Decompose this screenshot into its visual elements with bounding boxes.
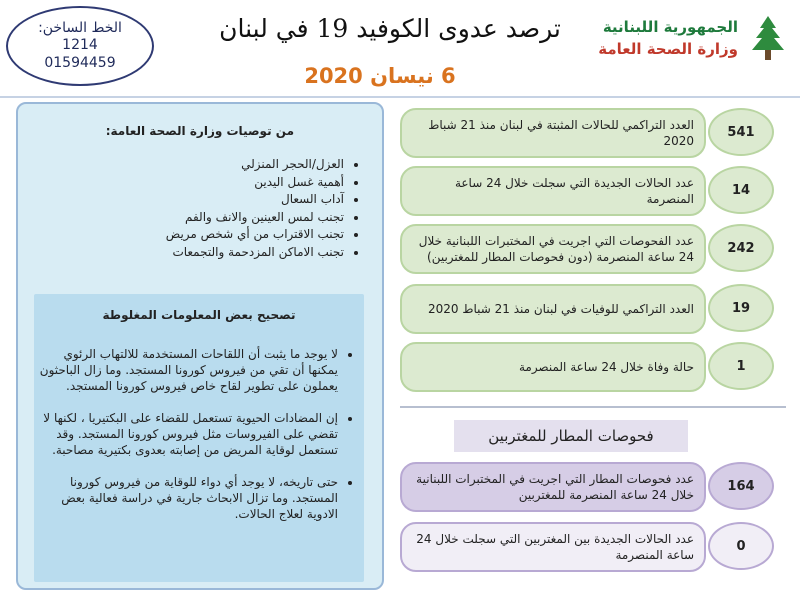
list-item: • تجنب الاماكن المزدحمة والتجمعات: [24, 244, 344, 262]
recommendations-panel: [16, 102, 384, 590]
stat-tests: [400, 224, 706, 274]
report-date: 6 نيسان 2020: [304, 64, 456, 88]
recommendations-title: من توصيات وزارة الصحة العامة:: [105, 124, 294, 138]
stat-label: العدد التراكمي للحالات المثبتة في لبنان منذ 21 شباط 2020: [428, 118, 694, 148]
stat-label: عدد فحوصات المطار التي اجريت في المختبرات اللبنانية خلال 24 ساعة المنصرمة للمغتربين: [416, 472, 694, 502]
section-divider: [400, 406, 786, 408]
page-title: ترصد عدوى الكوفيد 19 في لبنان: [219, 14, 561, 43]
list-item: • إن المضادات الحيوية تستعمل للقضاء على البكتيريا ، لكنها لا تقضي على الفيروسات مثل فيروس كورونا المستجد. وقد تستعمل لوقاية المريض من إصابته بعدوى بكتيرية مصاحبة.: [36, 410, 338, 458]
stat-label: عدد الحالات الجديدة التي سجلت خلال 24 ساعة المنصرمة: [454, 176, 694, 206]
cedar-tree-icon: [746, 14, 790, 62]
list-item: • آداب السعال: [24, 191, 344, 209]
hotline-number-1: 1214: [62, 37, 98, 53]
stat-new-deaths: [400, 342, 706, 392]
ministry-logo-block: [590, 14, 790, 64]
stat-label: العدد التراكمي للوفيات في لبنان منذ 21 شباط 2020: [427, 302, 694, 316]
hotline-number-2: 01594459: [44, 55, 116, 71]
airport-section-title: فحوصات المطار للمغتربين: [454, 420, 688, 452]
stat-cumulative-deaths-value: 19: [708, 284, 774, 332]
stat-cumulative-cases-value: 541: [708, 108, 774, 156]
header-divider: [0, 96, 800, 98]
stat-label: عدد الفحوصات التي اجريت في المختبرات اللبنانية خلال 24 ساعة المنصرمة (دون فحوصات المطار للمغتربين): [418, 234, 694, 264]
list-item: • حتى تاريخه، لا يوجد أي دواء للوقاية من فيروس كورونا المستجد. وما تزال الابحاث جارية في دراسة فعالية بعض الادوية لعلاج الحالات.: [36, 474, 338, 522]
stat-label: عدد الحالات الجديدة بين المغتربين التي سجلت خلال 24 ساعة المنصرمة: [416, 532, 694, 562]
ministry-line-1: الجمهورية اللبنانية: [602, 18, 738, 36]
list-item: • أهمية غسل اليدين: [24, 174, 344, 192]
list-item: • العزل/الحجر المنزلي: [24, 156, 344, 174]
list-item: • تجنب الاقتراب من أي شخص مريض: [24, 226, 344, 244]
stat-cumulative-deaths: [400, 284, 706, 334]
myths-list: [36, 346, 358, 538]
stat-tests-value: 242: [708, 224, 774, 272]
myths-title: تصحيح بعض المعلومات المغلوطة: [102, 308, 296, 322]
stat-new-deaths-value: 1: [708, 342, 774, 390]
hotline-label: الخط الساخن:: [38, 20, 122, 36]
stat-airport-new-cases-value: 0: [708, 522, 774, 570]
recommendations-list: [24, 156, 362, 261]
stat-airport-tests: [400, 462, 706, 512]
ministry-line-2: وزارة الصحة العامة: [598, 40, 738, 58]
stat-airport-tests-value: 164: [708, 462, 774, 510]
stat-airport-new-cases: [400, 522, 706, 572]
hotline-badge: [6, 6, 154, 86]
myths-box: [34, 294, 364, 582]
stat-new-cases-value: 14: [708, 166, 774, 214]
list-item: • تجنب لمس العينين والانف والفم: [24, 209, 344, 227]
stat-new-cases: [400, 166, 706, 216]
list-item: • لا يوجد ما يثبت أن اللقاحات المستخدمة للالتهاب الرئوي يمكنها أن تقي من فيروس كورونا المستجد. وما زال الباحثون يعملون على تطوير لقاح خاص فيروس كورونا المستجد.: [36, 346, 338, 394]
stat-cumulative-cases: [400, 108, 706, 158]
stat-label: حالة وفاة خلال 24 ساعة المنصرمة: [518, 360, 694, 374]
